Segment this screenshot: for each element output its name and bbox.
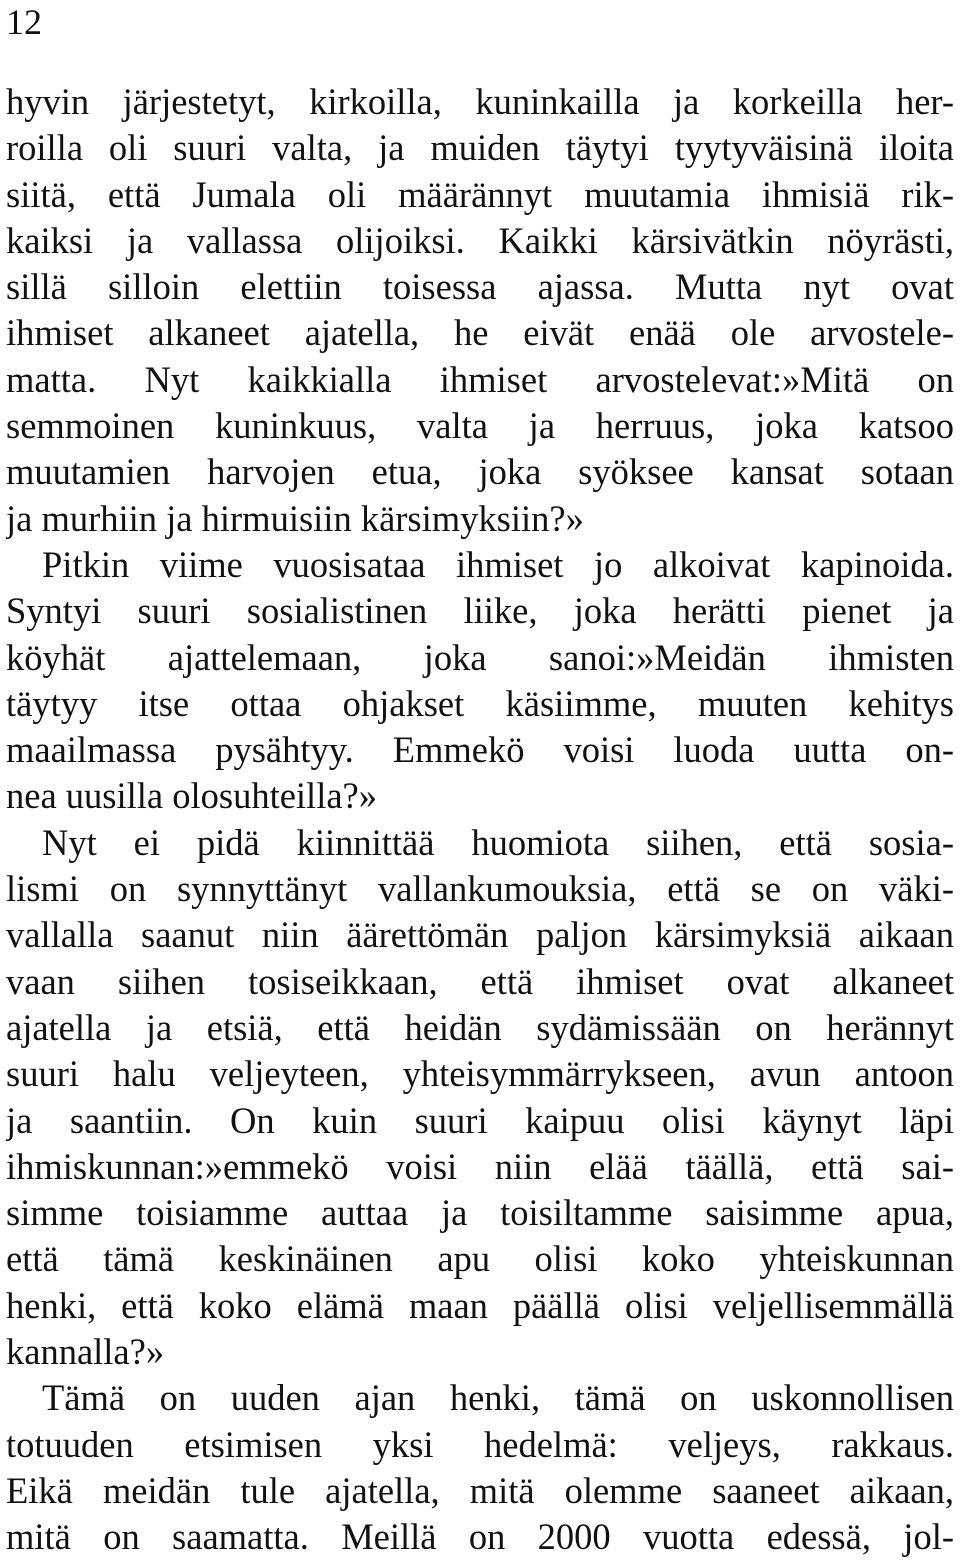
text-line: lismi on synnyttänyt vallankumouksia, että se on väki-: [6, 868, 954, 910]
text-line: suuri halu veljeyteen, yhteisymmärrykseen, avun antoon: [6, 1053, 954, 1095]
text-line: vallalla saanut niin äärettömän paljon kärsimyksiä aikaan: [6, 914, 954, 956]
text-line: Eikä meidän tule ajatella, mitä olemme saaneet aikaan,: [6, 1469, 954, 1511]
text-line: nea uusilla olosuhteilla?»: [6, 775, 377, 817]
text-line: ajatella ja etsiä, että heidän sydämissään on herännyt: [6, 1006, 954, 1048]
text-line: muutamien harvojen etua, joka syöksee kansat sotaan: [6, 451, 954, 493]
text-line: totuuden etsimisen yksi hedelmä: veljeys, rakkaus.: [6, 1423, 954, 1465]
text-line: roilla oli suuri valta, ja muiden täytyi tyytyväisinä iloita: [6, 127, 954, 169]
text-line: Tämä on uuden ajan henki, tämä on uskonnollisen: [42, 1377, 954, 1419]
text-line: simme toisiamme auttaa ja toisiltamme saisimme apua,: [6, 1192, 954, 1234]
text-line: Pitkin viime vuosisataa ihmiset jo alkoivat kapinoida.: [42, 543, 954, 585]
text-line: että tämä keskinäinen apu olisi koko yhteiskunnan: [6, 1238, 954, 1280]
text-line: täytyy itse ottaa ohjakset käsiimme, muuten kehitys: [6, 682, 954, 724]
text-line: siitä, että Jumala oli määrännyt muutamia ihmisiä rik-: [6, 173, 954, 215]
text-line: henki, että koko elämä maan päällä olisi veljellisemmällä: [6, 1284, 954, 1326]
text-line: maailmassa pysähtyy. Emmekö voisi luoda uutta on-: [6, 729, 954, 771]
text-line: ihmiset alkaneet ajatella, he eivät enää ole arvostele-: [6, 312, 954, 354]
text-line: hyvin järjestetyt, kirkoilla, kuninkailla ja korkeilla her-: [6, 81, 954, 122]
text-line: mitä on saamatta. Meillä on 2000 vuotta edessä, jol-: [6, 1516, 954, 1558]
text-line: ja murhiin ja hirmuisiin kärsimyksiin?»: [6, 497, 584, 539]
body-text: [6, 79, 954, 1561]
text-line: köyhät ajattelemaan, joka sanoi:»Meidän ihmisten: [6, 636, 954, 678]
text-line: sillä silloin elettiin toisessa ajassa. Mutta nyt ovat: [6, 266, 954, 308]
text-line: matta. Nyt kaikkialla ihmiset arvostelevat:»Mitä on: [6, 358, 954, 400]
text-line: Syntyi suuri sosialistinen liike, joka herätti pienet ja: [6, 590, 954, 632]
text-line: vaan siihen tosiseikkaan, että ihmiset ovat alkaneet: [6, 960, 954, 1002]
text-line: kannalla?»: [6, 1331, 165, 1373]
page-number: 12: [6, 2, 42, 42]
text-line: Nyt ei pidä kiinnittää huomiota siihen, että sosia-: [42, 821, 954, 863]
text-line: semmoinen kuninkuus, valta ja herruus, joka katsoo: [6, 405, 954, 447]
text-line: ihmiskunnan:»emmekö voisi niin elää täällä, että sai-: [6, 1145, 954, 1187]
text-line: kaiksi ja vallassa olijoiksi. Kaikki kärsivätkin nöyrästi,: [6, 219, 954, 261]
text-line: ja saantiin. On kuin suuri kaipuu olisi käynyt läpi: [6, 1099, 954, 1141]
